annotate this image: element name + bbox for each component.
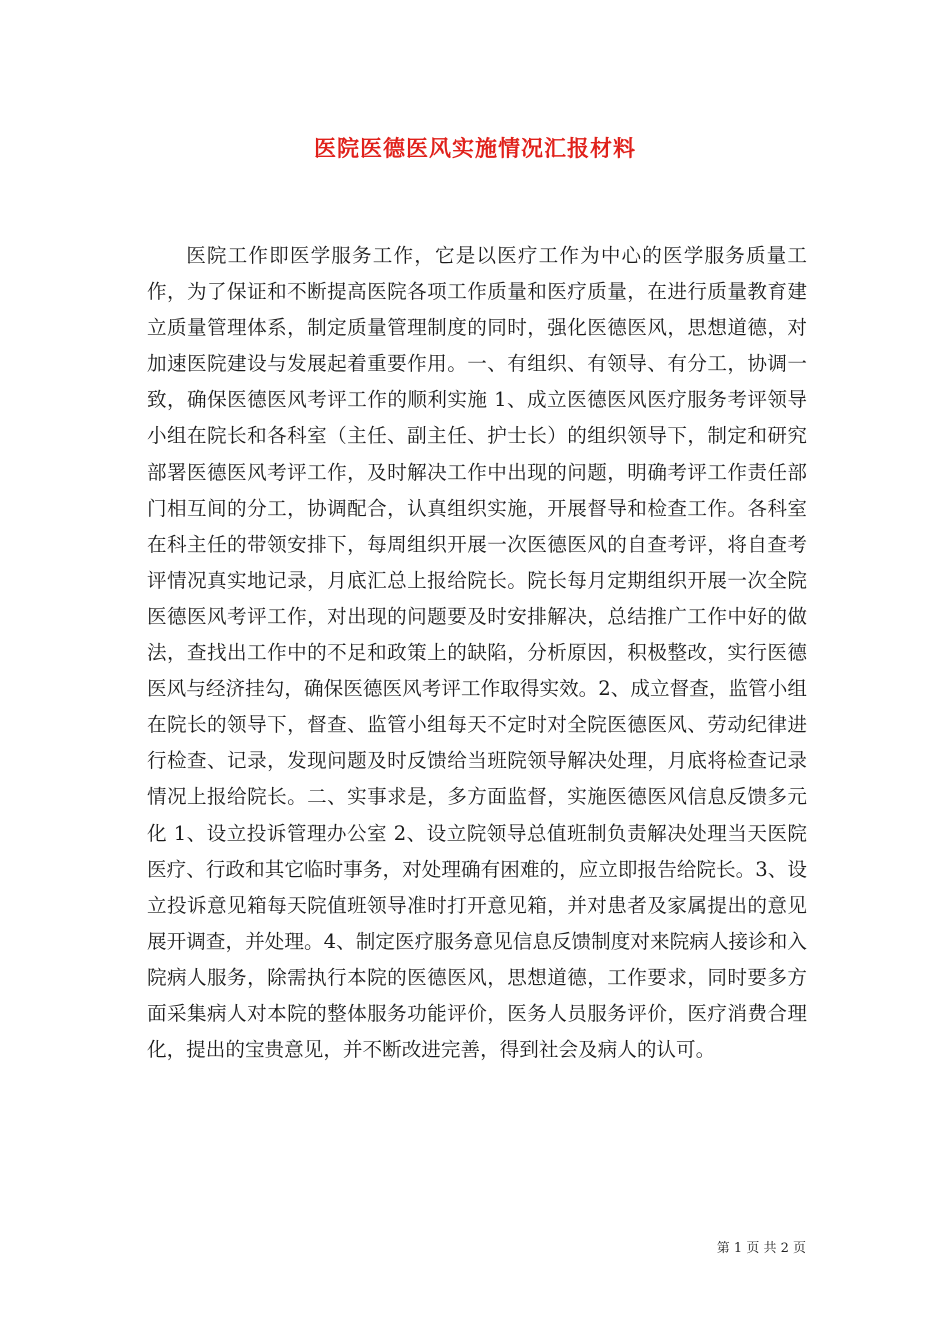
document-title: 医院医德医风实施情况汇报材料 [313, 136, 636, 162]
document-body-paragraph: 医院工作即医学服务工作，它是以医疗工作为中心的医学服务质量工作，为了保证和不断提高医院各项工作质量和医疗质量，在进行质量教育建立质量管理体系，制定质量管理制度的同时，强化医德医风，思想道德，对加速医院建设与发展起着重要作用。一、有组织、有领导、有分工，协调一致，确保医德医风考评工作的顺利实施 1、成立医德医风医疗服务考评领导小组在院长和各科室（主任、副主任、护士长）的组织领导下，制定和研究部署医德医风考评工作，及时解决工作中出现的问题，明确考评工作责任部门相互间的分工，协调配合，认真组织实施，开展督导和检查工作。各科室在科主任的带领安排下，每周组织开展一次医德医风的自查考评，将自查考评情况真实地记录，月底汇总上报给院长。院长每月定期组织开展一次全院医德医风考评工作，对出现的问题要及时安排解决，总结推广工作中好的做法，查找出工作中的不足和政策上的缺陷，分析原因，积极整改，实行医德医风与经济挂勾，确保医德医风考评工作取得实效。2、成立督查，监管小组在院长的领导下，督查、监管小组每天不定时对全院医德医风、劳动纪律进行检查、记录，发现问题及时反馈给当班院领导解决处理，月底将检查记录情况上报给院长。二、实事求是，多方面监督，实施医德医风信息反馈多元化 1、设立投诉管理办公室 2、设立院领导总值班制负责解决处理当天医院医疗、行政和其它临时事务，对处理确有困难的，应立即报告给院长。3、设立投诉意见箱每天院值班领导准时打开意见箱，并对患者及家属提出的意见展开调查，并处理。4、制定医疗服务意见信息反馈制度对来院病人接诊和入院病人服务，除需执行本院的医德医风，思想道德，工作要求，同时要多方面采集病人对本院的整体服务功能评价，医务人员服务评价，医疗消费合理化，提出的宝贵意见，并不断改进完善，得到社会及病人的认可。 [147, 244, 807, 1062]
page-number-indicator: 第 1 页 共 2 页 [716, 1241, 806, 1256]
